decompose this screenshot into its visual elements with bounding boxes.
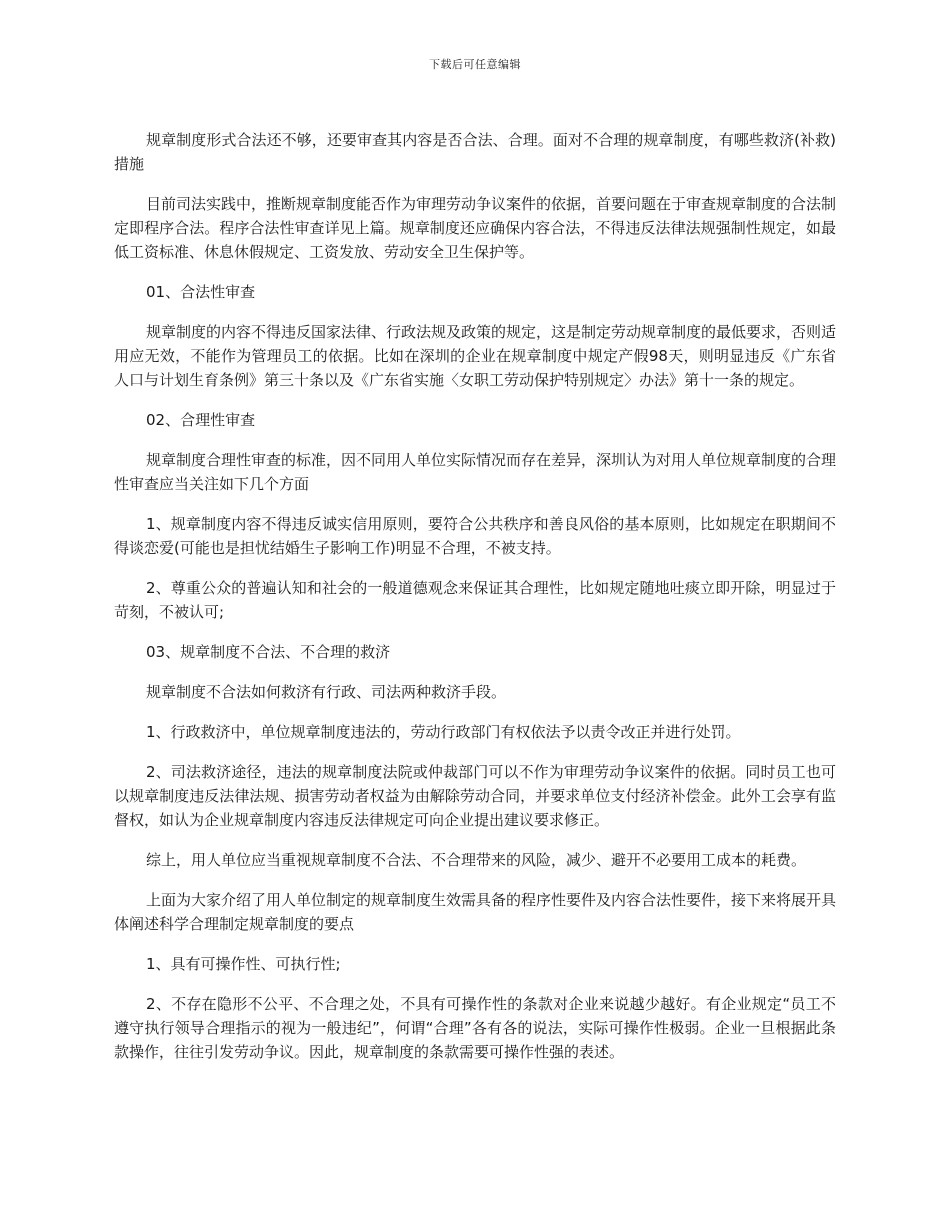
paragraph: 规章制度形式合法还不够，还要审查其内容是否合法、合理。面对不合理的规章制度，有哪些救济(补救)措施 — [114, 131, 836, 173]
list-item: 2、司法救济途径，违法的规章制度法院或仲裁部门可以不作为审理劳动争议案件的依据。同时员工也可以规章制度违反法律法规、损害劳动者权益为由解除劳动合同，并要求单位支付经济补偿金。此外工会享有监督权，如认为企业规章制度内容违反法律规定可向企业提出建议要求修正。 — [114, 763, 836, 829]
paragraph: 上面为大家介绍了用人单位制定的规章制度生效需具备的程序性要件及内容合法性要件，接下来将展开具体阐述科学合理制定规章制度的要点 — [114, 891, 837, 933]
paragraph: 规章制度不合法如何救济有行政、司法两种救济手段。 — [146, 683, 507, 701]
list-item: 1、规章制度内容不得违反诚实信用原则，要符合公共秩序和善良风俗的基本原则，比如规定在职期间不得谈恋爱(可能也是担忧结婚生子影响工作)明显不合理，不被支持。 — [114, 515, 836, 557]
list-item: 1、行政救济中，单位规章制度违法的，劳动行政部门有权依法予以责令改正并进行处罚。 — [146, 723, 741, 741]
list-item: 1、具有可操作性、可执行性; — [146, 955, 341, 973]
document-body — [114, 128, 836, 1080]
list-item: 2、尊重公众的普遍认知和社会的一般道德观念来保证其合理性，比如规定随地吐痰立即开除，明显过于苛刻，不被认可; — [114, 579, 836, 621]
page-header: 下载后可任意编辑 — [429, 58, 521, 71]
paragraph: 规章制度合理性审查的标准，因不同用人单位实际情况而存在差异，深圳认为对用人单位规章制度的合理性审查应当关注如下几个方面 — [114, 451, 837, 493]
paragraph: 综上，用人单位应当重视规章制度不合法、不合理带来的风险，减少、避开不必要用工成本的耗费。 — [146, 851, 807, 869]
section-heading: 01、合法性审查 — [146, 283, 256, 301]
paragraph: 目前司法实践中，推断规章制度能否作为审理劳动争议案件的依据，首要问题在于审查规章制度的合法制定即程序合法。程序合法性审查详见上篇。规章制度还应确保内容合法，不得违反法律法规强制性规定，如最低工资标准、休息休假规定、工资发放、劳动安全卫生保护等。 — [114, 195, 837, 261]
section-heading: 02、合理性审查 — [146, 411, 256, 429]
paragraph: 规章制度的内容不得违反国家法律、行政法规及政策的规定，这是制定劳动规章制度的最低要求，否则适用应无效，不能作为管理员工的依据。比如在深圳的企业在规章制度中规定产假98天，则明显违反《广东省人口与计划生育条例》第三十条以及《广东省实施〈女职工劳动保护特别规定〉办法》第十一条的规定。 — [114, 323, 837, 389]
section-heading: 03、规章制度不合法、不合理的救济 — [146, 643, 391, 661]
list-item: 2、不存在隐形不公平、不合理之处，不具有可操作性的条款对企业来说越少越好。有企业规定“员工不遵守执行领导合理指示的视为一般违纪”，何谓“合理”各有各的说法，实际可操作性极弱。企业一旦根据此条款操作，往往引发劳动争议。因此，规章制度的条款需要可操作性强的表述。 — [114, 995, 836, 1061]
